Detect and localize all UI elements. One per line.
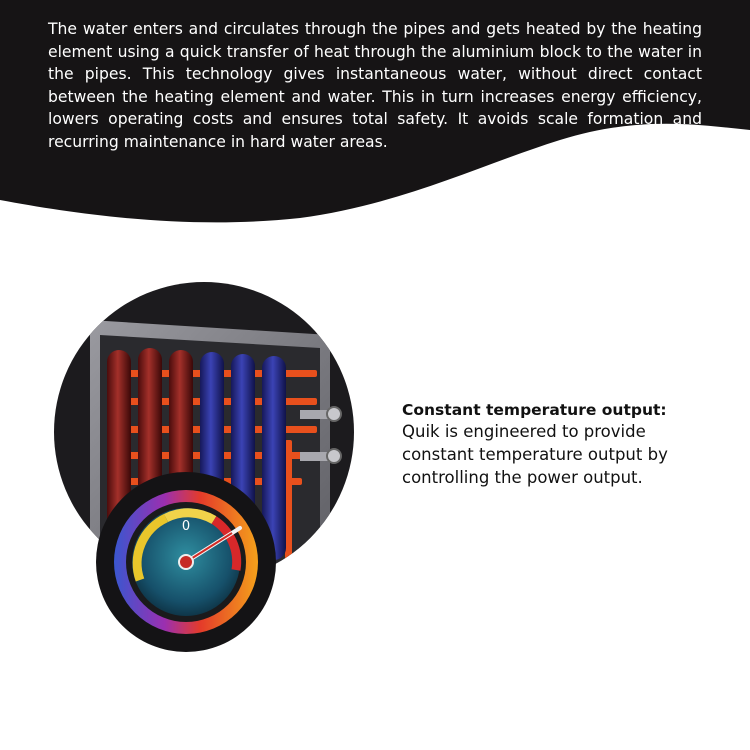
heater-illustration <box>0 280 380 660</box>
gauge-hub <box>179 555 193 569</box>
feature-title: Constant temperature output: <box>402 401 667 419</box>
feature-block <box>402 400 722 489</box>
feature-description: Quik is engineered to provide constant temperature output by controlling the power output. <box>402 422 668 487</box>
temperature-gauge <box>96 472 276 652</box>
top-banner <box>0 0 750 240</box>
intro-paragraph: The water enters and circulates through the pipes and gets heated by the heating element using a quick transfer of heat through the aluminium block to the water in the pipes. This technology gives instantaneous water, without direct contact between the heating element and water. This in turn increases energy efficiency, lowers operating costs and ensures total safety. It avoids scale formation and recurring maintenance in hard water areas. <box>48 20 702 151</box>
gauge-reading: 0 <box>181 519 191 534</box>
